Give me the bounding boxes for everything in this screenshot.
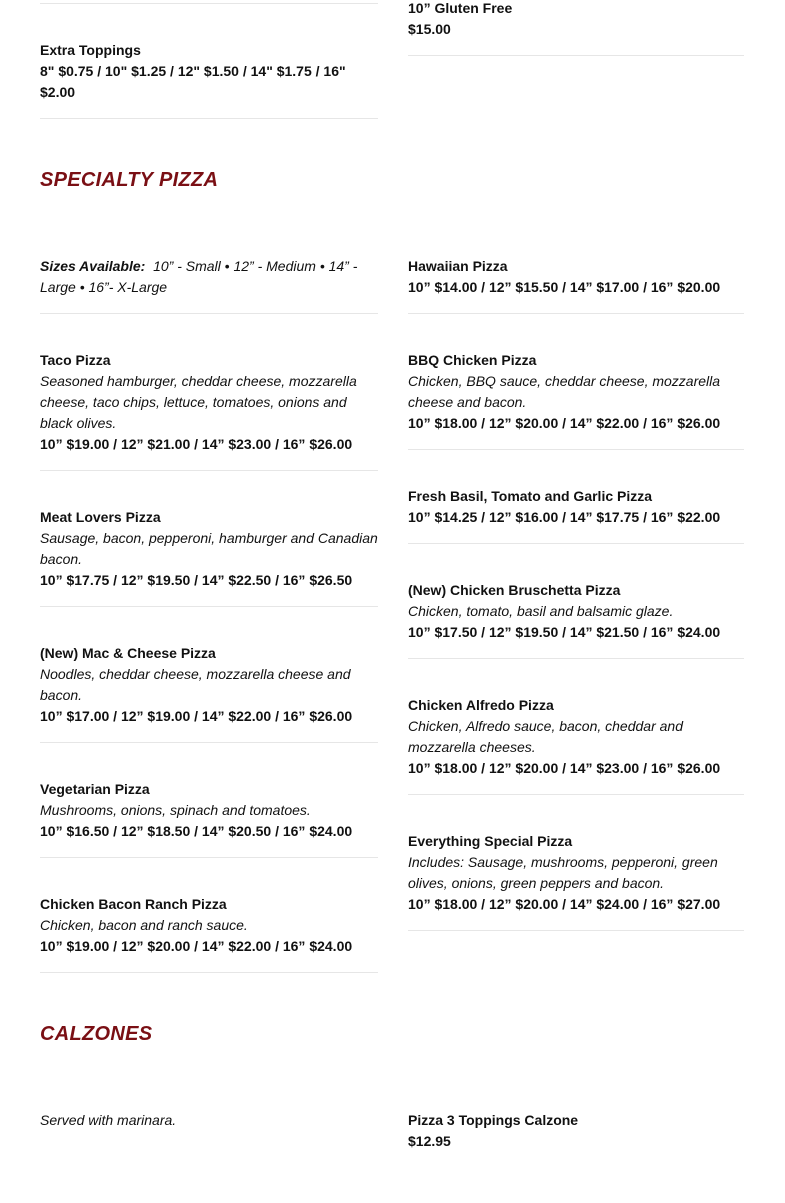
item-description: Mushrooms, onions, spinach and tomatoes. bbox=[40, 802, 311, 818]
menu-item bbox=[408, 695, 744, 795]
sizes-label: Sizes Available: bbox=[40, 258, 146, 274]
menu-item-gluten-free bbox=[408, 0, 744, 56]
sizes-text: 10” - Small • 12” - Medium • 14” - Large • 16”- X-Large bbox=[40, 258, 358, 295]
item-price: $15.00 bbox=[408, 21, 451, 37]
item-price: 10” $18.00 / 12” $20.00 / 14” $23.00 / 16” $26.00 bbox=[408, 760, 721, 776]
top-left-column bbox=[40, 40, 378, 155]
item-price: 8" $0.75 / 10" $1.25 / 12" $1.50 / 14" $1.75 / 16" $2.00 bbox=[40, 63, 346, 100]
menu-item bbox=[408, 580, 744, 659]
item-description: Seasoned hamburger, cheddar cheese, mozzarella cheese, taco chips, lettuce, tomatoes, onions and black olives. bbox=[40, 373, 357, 431]
item-price: 10” $14.25 / 12” $16.00 / 14” $17.75 / 16” $22.00 bbox=[408, 509, 721, 525]
top-right-column bbox=[408, 0, 744, 92]
menu-item bbox=[40, 507, 378, 607]
item-title: 10” Gluten Free bbox=[408, 0, 513, 16]
item-price: 10” $14.00 / 12” $15.50 / 14” $17.00 / 16” $20.00 bbox=[408, 279, 721, 295]
menu-item bbox=[40, 779, 378, 858]
specialty-right-column bbox=[408, 256, 744, 967]
item-title: BBQ Chicken Pizza bbox=[408, 352, 537, 368]
item-title: Taco Pizza bbox=[40, 352, 111, 368]
calzones-right-column bbox=[408, 1110, 744, 1203]
item-title: Chicken Alfredo Pizza bbox=[408, 697, 554, 713]
item-title: (New) Mac & Cheese Pizza bbox=[40, 645, 216, 661]
sizes-available bbox=[40, 256, 378, 314]
item-title: Chicken Bacon Ranch Pizza bbox=[40, 896, 227, 912]
item-price: 10” $18.00 / 12” $20.00 / 14” $22.00 / 16” $26.00 bbox=[408, 415, 721, 431]
specialty-left-column bbox=[40, 256, 378, 1009]
item-title: Pizza 3 Toppings Calzone bbox=[408, 1112, 579, 1128]
divider bbox=[40, 3, 378, 4]
item-description: Includes: Sausage, mushrooms, pepperoni, green olives, onions, green peppers and bacon. bbox=[408, 854, 718, 891]
item-title: Fresh Basil, Tomato and Garlic Pizza bbox=[408, 488, 653, 504]
item-title: Everything Special Pizza bbox=[408, 833, 573, 849]
item-title: Extra Toppings bbox=[40, 42, 141, 58]
item-price: 10” $17.75 / 12” $19.50 / 14” $22.50 / 16” $26.50 bbox=[40, 572, 353, 588]
item-description: Chicken, bacon and ranch sauce. bbox=[40, 917, 248, 933]
item-price: 10” $17.50 / 12” $19.50 / 14” $21.50 / 16” $24.00 bbox=[408, 624, 721, 640]
item-title: (New) Chicken Bruschetta Pizza bbox=[408, 582, 621, 598]
item-price: 10” $18.00 / 12” $20.00 / 14” $24.00 / 16” $27.00 bbox=[408, 896, 721, 912]
menu-item bbox=[40, 350, 378, 471]
item-description: Chicken, Alfredo sauce, bacon, cheddar and mozzarella cheeses. bbox=[408, 718, 683, 755]
menu-item bbox=[408, 486, 744, 544]
menu-item bbox=[40, 894, 378, 973]
item-title: Vegetarian Pizza bbox=[40, 781, 150, 797]
menu-item bbox=[408, 350, 744, 450]
item-price: 10” $17.00 / 12” $19.00 / 14” $22.00 / 16” $26.00 bbox=[40, 708, 353, 724]
calzones-left-column bbox=[40, 1110, 378, 1182]
item-title: Meat Lovers Pizza bbox=[40, 509, 161, 525]
item-description: Sausage, bacon, pepperoni, hamburger and Canadian bacon. bbox=[40, 530, 378, 567]
menu-item-extra-toppings bbox=[40, 40, 378, 119]
menu-item-calzone bbox=[408, 1110, 744, 1167]
item-price: 10” $19.00 / 12” $21.00 / 14” $23.00 / 16” $26.00 bbox=[40, 436, 353, 452]
section-heading-calzones: CALZONES bbox=[40, 1023, 153, 1045]
section-heading-specialty: SPECIALTY PIZZA bbox=[40, 169, 219, 191]
item-description: Noodles, cheddar cheese, mozzarella cheese and bacon. bbox=[40, 666, 351, 703]
item-price: $12.95 bbox=[408, 1133, 451, 1149]
menu-item bbox=[408, 831, 744, 931]
item-price: 10” $19.00 / 12” $20.00 / 14” $22.00 / 16” $24.00 bbox=[40, 938, 353, 954]
item-title: Hawaiian Pizza bbox=[408, 258, 508, 274]
menu-item bbox=[40, 643, 378, 743]
item-description: Chicken, tomato, basil and balsamic glaze. bbox=[408, 603, 674, 619]
item-price: 10” $16.50 / 12” $18.50 / 14” $20.50 / 16” $24.00 bbox=[40, 823, 353, 839]
item-description: Chicken, BBQ sauce, cheddar cheese, mozzarella cheese and bacon. bbox=[408, 373, 721, 410]
calzone-note: Served with marinara. bbox=[40, 1112, 177, 1128]
menu-item bbox=[408, 256, 744, 314]
